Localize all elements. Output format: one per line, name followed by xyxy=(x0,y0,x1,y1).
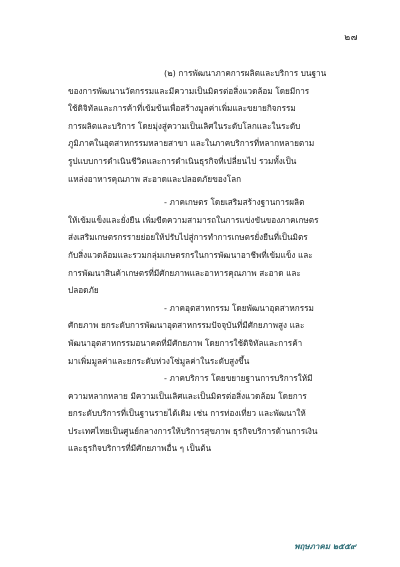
paragraph-line: - ภาคบริการ โดยขยายฐานการบริการให้มี xyxy=(164,373,313,384)
page-number: ๒๗ xyxy=(344,33,358,43)
paragraph-line: ของการพัฒนานวัตกรรมและมีความเป็นมิตรต่อสิ่งแวดล้อม โดยมีการ xyxy=(68,85,310,96)
services-paragraph xyxy=(68,370,353,458)
paragraph-line: ศักยภาพ ยกระดับการพัฒนาอุตสาหกรรมปัจจุบันที่มีศักยภาพสูง และ xyxy=(68,320,305,331)
paragraph-line: การผลิตและบริการ โดยมุ่งสู่ความเป็นเลิศในระดับโลกและในระดับ xyxy=(68,120,301,131)
paragraph-line: พัฒนาอุตสาหกรรมอนาคตที่มีศักยภาพ โดยการใช้ดิจิทัลและการค้า xyxy=(68,337,303,348)
industry-paragraph xyxy=(68,300,353,370)
section-intro-paragraph xyxy=(68,65,353,188)
paragraph-line: มาเพิ่มมูลค่าและยกระดับห่วงโซ่มูลค่าในระดับสูงขึ้น xyxy=(68,355,250,366)
paragraph-line: (๒) การพัฒนาภาคการผลิตและบริการ บนฐาน xyxy=(164,68,327,78)
paragraph-line: ยกระดับบริการที่เป็นฐานรายได้เดิม เช่น การท่องเที่ยว และพัฒนาให้ xyxy=(68,408,306,419)
paragraph-line: - ภาคเกษตร โดยเสริมสร้างฐานการผลิต xyxy=(164,197,305,208)
paragraph-line: กับสิ่งแวดล้อมและรวมกลุ่มเกษตรกรในการพัฒนาอาชีพที่เข้มแข็ง และ xyxy=(68,249,313,260)
paragraph-line: ภูมิภาคในอุตสาหกรรมหลายสาขา และในภาคบริการที่หลากหลายตาม xyxy=(68,138,315,149)
paragraph-line: ประเทศไทยเป็นศูนย์กลางการให้บริการสุขภาพ ธุรกิจบริการด้านการเงิน xyxy=(68,425,318,436)
paragraph-line: - ภาคอุตสาหกรรม โดยพัฒนาอุตสาหกรรม xyxy=(164,302,314,313)
paragraph-line: ใช้ดิจิทัลและการค้าที่เข้มข้นเพื่อสร้างมูลค่าเพิ่มและขยายกิจกรรม xyxy=(68,103,296,114)
paragraph-line: แหล่งอาหารคุณภาพ สะอาดและปลอดภัยของโลก xyxy=(68,173,242,184)
paragraph-line: ความหลากหลาย มีความเป็นเลิศและเป็นมิตรต่อสิ่งแวดล้อม โดยการ xyxy=(68,390,307,401)
paragraph-line: ส่งเสริมเกษตรกรรายย่อยให้ปรับไปสู่การทำการเกษตรยั่งยืนที่เป็นมิตร xyxy=(68,232,308,243)
footer-date: พฤษภาคม ๒๕๕๙ xyxy=(294,542,356,551)
agriculture-paragraph xyxy=(68,194,353,300)
paragraph-line: การพัฒนาสินค้าเกษตรที่มีศักยภาพและอาหารคุณภาพ สะอาด และ xyxy=(68,267,301,278)
paragraph-line: และธุรกิจบริการที่มีศักยภาพอื่น ๆ เป็นต้น xyxy=(68,443,212,454)
paragraph-line: ปลอดภัย xyxy=(68,285,99,296)
paragraph-line: รูปแบบการดำเนินชีวิตและการดำเนินธุรกิจที่เปลี่ยนไป รวมทั้งเป็น xyxy=(68,155,297,166)
paragraph-line: ให้เข้มแข็งและยั่งยืน เพิ่มขีดความสามารถในการแข่งขันของภาคเกษตร xyxy=(68,214,319,225)
body-text xyxy=(68,65,353,458)
